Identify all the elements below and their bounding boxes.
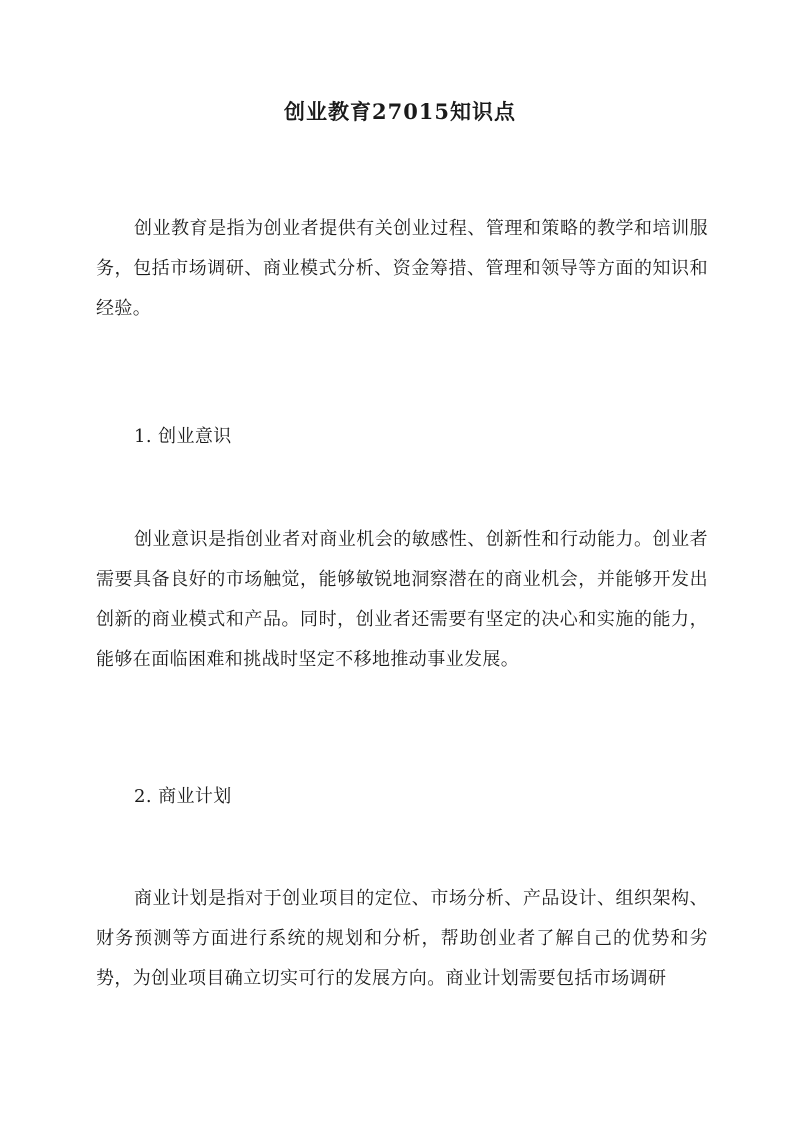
section-body-2: 商业计划是指对于创业项目的定位、市场分析、产品设计、组织架构、财务预测等方面进行系统的规划和分析，帮助创业者了解自己的优势和劣势，为创业项目确立切实可行的发展方向。商业计划需要包括市场调研 (96, 888, 708, 989)
section-heading-2: 2. 商业计划 (134, 786, 232, 807)
section-body-1: 创业意识是指创业者对商业机会的敏感性、创新性和行动能力。创业者需要具备良好的市场触觉，能够敏锐地洞察潜在的商业机会，并能够开发出创新的商业模式和产品。同时，创业者还需要有坚定的决心和实施的能力，能够在面临困难和挑战时坚定不移地推动事业发展。 (96, 529, 708, 670)
section-heading-1: 1. 创业意识 (134, 426, 232, 447)
document-title: 创业教育27015知识点 (283, 99, 517, 124)
intro-paragraph: 创业教育是指为创业者提供有关创业过程、管理和策略的教学和培训服务，包括市场调研、商业模式分析、资金筹措、管理和领导等方面的知识和经验。 (96, 218, 708, 319)
